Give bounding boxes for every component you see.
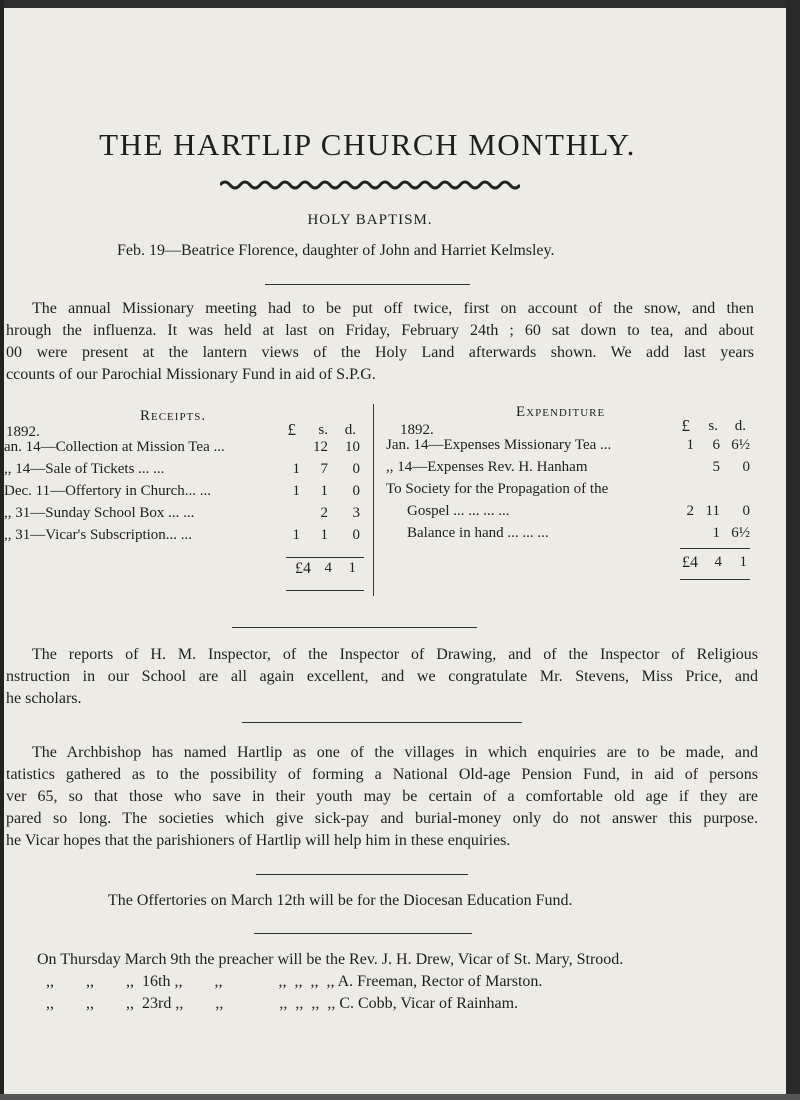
paragraph-line: hrough the influenza. It was held at last on Friday, February 24th ; 60 sat down to tea, and about [6, 322, 754, 339]
paragraph-line: The reports of H. M. Inspector, of the Inspector of Drawing, and of the Inspector of Religious [32, 646, 758, 663]
expenditure-row-amount-pence: 0 [742, 503, 750, 519]
paragraph-line: tatistics gathered as to the possibility of forming a National Old-age Pension Fund, in aid of persons [6, 766, 758, 783]
expenditure-shilling-header: s. [708, 418, 718, 434]
expenditure-total-rule-bottom [680, 579, 750, 580]
paragraph-line: he Vicar hopes that the parishioners of Hartlip will help him in these enquiries. [6, 832, 511, 849]
paragraph-line: The annual Missionary meeting had to be put off twice, first on account of the snow, and then [32, 300, 754, 317]
receipts-row-amount-pounds: 1 [292, 483, 300, 499]
expenditure-row-amount-shillings: 6 [712, 437, 720, 453]
paragraph-line: The Archbishop has named Hartlip as one of the villages in which enquiries are to be made, and [32, 744, 758, 761]
receipts-row-amount-pounds: 1 [292, 527, 300, 543]
preacher-line [37, 951, 623, 969]
expenditure-row-amount-shillings: 11 [705, 503, 720, 519]
receipts-row-amount-pence: 3 [352, 505, 360, 521]
account-column-divider [373, 404, 374, 596]
receipts-row-label: ,, 14—Sale of Tickets ... ... [4, 461, 165, 477]
receipts-pence-header: d. [344, 422, 356, 438]
paragraph-line: 00 were present at the lantern views of the Holy Land afterwards shown. We add last years [6, 344, 754, 361]
expenditure-row-label: Balance in hand ... ... ... [407, 525, 549, 541]
expenditure-pound-header: £ [681, 416, 690, 435]
divider-rule [242, 722, 522, 723]
scan-edge-bottom [0, 1094, 800, 1100]
preacher-prefix: ,, ,, ,, 23rd ,, ,, ,, ,, ,, ,, [46, 995, 336, 1012]
expenditure-row-amount-pounds: 1 [686, 437, 694, 453]
receipts-row-amount-pence: 0 [352, 527, 360, 543]
wavy-divider-ornament [220, 178, 520, 192]
receipts-row-amount-pence: 0 [352, 461, 360, 477]
receipts-row-amount-shillings: 7 [320, 461, 328, 477]
expenditure-row-label: Gospel ... ... ... ... [407, 503, 510, 519]
expenditure-row-amount-pence: 6½ [731, 437, 750, 453]
receipts-row-label: ,, 31—Vicar's Subscription... ... [4, 527, 193, 543]
expenditure-row-amount-shillings: 5 [712, 459, 720, 475]
preacher-prefix: On Thursday March 9th the preacher will be the [37, 951, 346, 968]
receipts-total-rule-bottom [286, 590, 364, 591]
receipts-row-amount-shillings: 1 [320, 483, 328, 499]
paragraph-line: ccounts of our Parochial Missionary Fund in aid of S.P.G. [6, 366, 376, 383]
expenditure-row-label: ,, 14—Expenses Rev. H. Hanham [386, 459, 588, 475]
receipts-total-pounds: £4 [295, 560, 311, 577]
expenditure-row-amount-pence: 6½ [731, 525, 750, 541]
expenditure-row-amount-pounds: 2 [686, 503, 694, 519]
paragraph-line: ver 65, so that those who save in their youth may be certain of a comfortable old age if they are [6, 788, 758, 805]
scan-edge-right [786, 0, 800, 1100]
preacher-line [46, 995, 518, 1013]
receipts-row-amount-shillings: 2 [320, 505, 328, 521]
receipts-row-label: an. 14—Collection at Mission Tea ... [4, 439, 225, 455]
receipts-total-rule-top [286, 557, 364, 558]
preacher-name: Rev. J. H. Drew, Vicar of St. Mary, Strood. [349, 951, 624, 968]
receipts-row-amount-shillings: 1 [320, 527, 328, 543]
receipts-row-label: Dec. 11—Offertory in Church... ... [4, 483, 212, 499]
baptism-heading: HOLY BAPTISM. [307, 212, 433, 228]
expenditure-heading: Expenditure [516, 404, 606, 420]
preacher-line [46, 973, 542, 991]
divider-rule [256, 874, 468, 875]
divider-rule [232, 627, 477, 628]
expenditure-row-label: Jan. 14—Expenses Missionary Tea ... [386, 437, 612, 453]
divider-rule [265, 284, 470, 285]
paragraph-line: he scholars. [6, 690, 82, 707]
preacher-name: C. Cobb, Vicar of Rainham. [339, 995, 519, 1012]
receipts-row-amount-pence: 10 [345, 439, 360, 455]
paragraph-line: pared so long. The societies which give sick-pay and burial-money only do not answer this purpose. [6, 810, 758, 827]
inspection-paragraph [6, 644, 758, 710]
expenditure-total-pounds: £4 [682, 554, 698, 571]
preacher-prefix: ,, ,, ,, 16th ,, ,, ,, ,, ,, ,, [46, 973, 335, 990]
scan-edge-top [0, 0, 800, 8]
receipts-pound-header: £ [287, 420, 296, 439]
receipts-row-amount-pounds: 1 [292, 461, 300, 477]
expenditure-total-rule-top [680, 548, 750, 549]
expenditure-row-amount-shillings: 1 [712, 525, 720, 541]
expenditure-row-label: To Society for the Propagation of the [386, 481, 609, 497]
receipts-row-amount-shillings: 12 [313, 439, 328, 455]
offertory-note: The Offertories on March 12th will be for the Diocesan Education Fund. [108, 892, 573, 909]
expenditure-pence-header: d. [734, 418, 746, 434]
missionary-paragraph [6, 298, 754, 386]
paragraph-line: nstruction in our School are all again excellent, and we congratulate Mr. Stevens, Miss Price, and [6, 668, 758, 685]
expenditure-year: 1892. [400, 422, 434, 438]
preacher-name: A. Freeman, Rector of Marston. [337, 973, 543, 990]
baptism-entry: Feb. 19—Beatrice Florence, daughter of John and Harriet Kelmsley. [117, 242, 555, 259]
pension-paragraph [6, 742, 758, 852]
receipts-total-pence: 1 [348, 560, 356, 576]
expenditure-total-shillings: 4 [714, 554, 722, 570]
receipts-row-label: ,, 31—Sunday School Box ... ... [4, 505, 195, 521]
receipts-year: 1892. [6, 424, 40, 440]
receipts-total-shillings: 4 [324, 560, 332, 576]
receipts-heading: Receipts. [140, 408, 207, 424]
expenditure-row-amount-pence: 0 [742, 459, 750, 475]
scan-edge-left [0, 0, 4, 1100]
receipts-row-amount-pence: 0 [352, 483, 360, 499]
expenditure-total-pence: 1 [739, 554, 747, 570]
receipts-shilling-header: s. [318, 422, 328, 438]
page-title: THE HARTLIP CHURCH MONTHLY. [99, 127, 636, 162]
divider-rule [254, 933, 472, 934]
